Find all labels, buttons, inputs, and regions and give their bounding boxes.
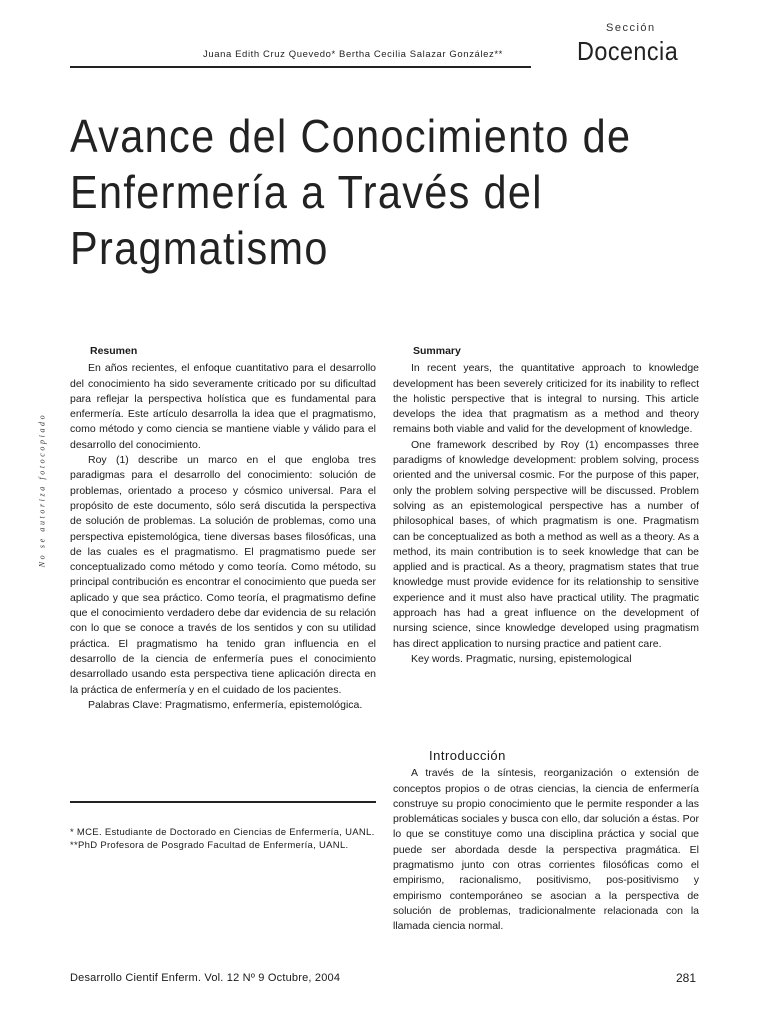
- header-divider: [70, 66, 531, 68]
- title-line-2: Enfermería a Través del: [70, 166, 543, 218]
- page-number: 281: [676, 971, 697, 985]
- title-line-3: Pragmatismo: [70, 222, 329, 274]
- footnote-divider: [70, 801, 376, 803]
- summary-paragraph: One framework described by Roy (1) encompasses three paradigms of knowledge development: problem solving, process oriented and the universal cosmic. For the purpose of this paper, only the problem solving perspective will be discussed. Problem solving as an epistemological perspective has a number of philosophical bases, of which pragmatism is one. Pragmatism can be conceptualized as both a method as well as a theory. As a method, its main contribution is to seek knowledge that can be applied and is practical. As a theory, pragmatism states that true knowledge must provide evidence for its relationship to sensitive experience and it must also have practical utility. The pragmatic approach has had a great influence on the development of nursing science, since knowledge developed using pragmatism has direct application to nursing practice and patient care.: [393, 438, 699, 650]
- summary-section: [393, 344, 699, 667]
- article-title: [70, 108, 646, 276]
- summary-heading: Summary: [413, 345, 461, 357]
- side-note-text: No se autoriza fotocopiado: [37, 412, 47, 568]
- summary-paragraph: In recent years, the quantitative approach to knowledge development has been severely criticized for its inability to reflect the holistic perspective that is integral to nursing. This article develops the idea that pragmatism as a method and theory remains both viable and valid for the development of knowledge.: [393, 362, 699, 436]
- resumen-paragraph: Roy (1) describe un marco en el que engloba tres paradigmas para el desarrollo del conocimiento: solución de problemas, orientado a proceso y cósmico universal. Para el propósito de este documento, sólo será discutida la perspectiva de solución de problemas. La solución de problemas, como una perspectiva epistemológica, tiene diversas bases filosóficas, una de las cuales es el pragmatismo. El pragmatismo puede ser conceptualizado como método y como teoría. Como método, su principal contribución es encontrar el conocimiento que pueda ser aplicado y que sea práctico. Como teoría, el pragmatismo define que el conocimiento verdadero debe dar evidencia de su relación con lo que se conoce a través de los sentidos y con su utilidad práctica. El pragmatismo ha tenido gran influencia en el desarrollo de la ciencia de enfermería pues el conocimiento desarrollado usando esta perspectiva tiene aplicación directa en la práctica de enfermería y en el cuidado de los pacientes.: [70, 454, 376, 696]
- title-line-1: Avance del Conocimiento de: [70, 110, 632, 162]
- section-label: Sección: [606, 22, 656, 34]
- summary-keywords: Key words. Pragmatic, nursing, epistemological: [411, 652, 632, 665]
- resumen-section: [70, 344, 376, 713]
- introduccion-heading: Introducción: [429, 748, 506, 763]
- introduccion-paragraph: A través de la síntesis, reorganización o extensión de conceptos propios o de otras ciencias, la ciencia de enfermería construye su propio conocimiento que le permite responder a las problemáticas sociales y busca con ello, dar solución a éstas. Por lo que se constituye como una disciplina práctica y social que puede ser abordada desde la perspectiva pragmática. El pragmatismo junto con otras corrientes filosóficas como el empirismo, racionalismo, positivismo, pos-positivismo y empirismo contemporáneo se asocian a la perspectiva de solución de problemas, tradicionalmente relacionada con la llamada ciencia normal.: [393, 767, 699, 933]
- footnote: * MCE. Estudiante de Doctorado en Ciencias de Enfermería, UANL.: [70, 827, 375, 838]
- footnotes: [70, 826, 376, 853]
- copyright-side-note: [37, 405, 47, 575]
- resumen-keywords: Palabras Clave: Pragmatismo, enfermería, epistemológica.: [88, 698, 363, 711]
- introduccion-section: [393, 748, 699, 935]
- section-name: Docencia: [577, 36, 679, 66]
- footnote: **PhD Profesora de Posgrado Facultad de Enfermería, UANL.: [70, 840, 349, 852]
- resumen-paragraph: En años recientes, el enfoque cuantitativo para el desarrollo del conocimiento ha sido severamente criticado por su dificultad para reflejar la perspectiva holística que es fundamental para enfermería. Este artículo desarrolla la idea que el pragmatismo, como método y como ciencia se mantiene viable y válido para el desarrollo del conocimiento.: [70, 362, 376, 451]
- author-line: Juana Edith Cruz Quevedo* Bertha Cecilia Salazar González**: [203, 49, 503, 60]
- journal-citation: Desarrollo Cientif Enferm. Vol. 12 Nº 9 Octubre, 2004: [70, 972, 341, 984]
- resumen-heading: Resumen: [90, 345, 138, 357]
